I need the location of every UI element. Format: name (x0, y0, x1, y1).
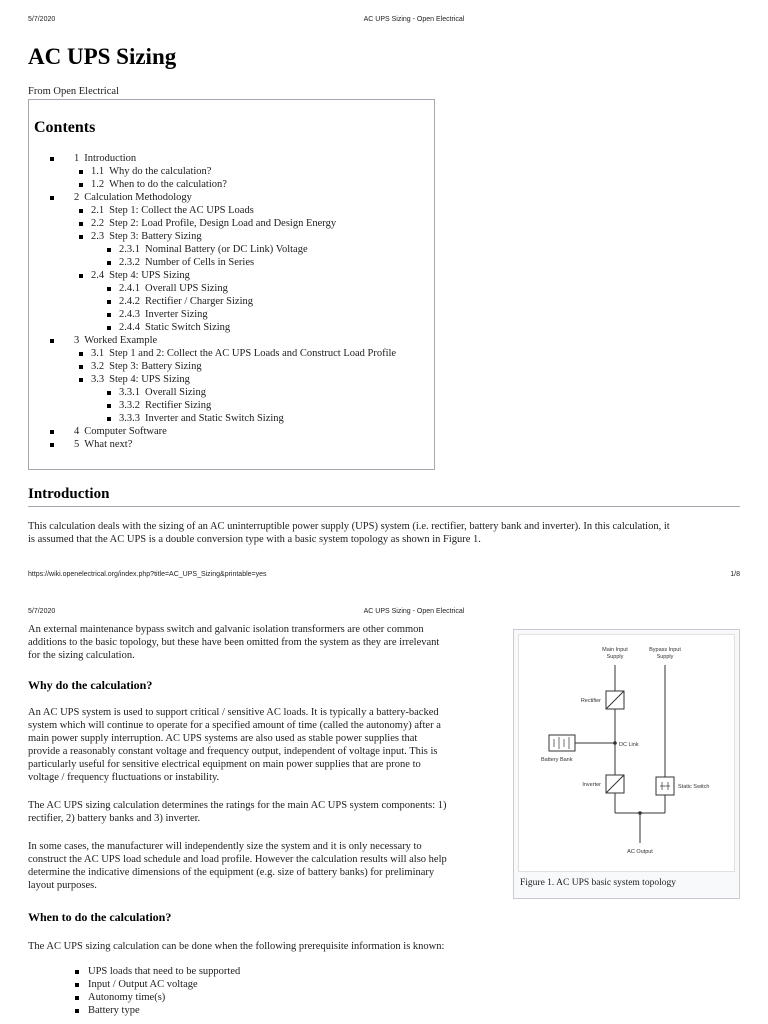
toc-item[interactable] (29, 412, 429, 425)
toc-item-label[interactable]: Step 4: UPS Sizing (109, 270, 190, 281)
toc-item-number: 3.3.2 (119, 400, 140, 411)
section-heading-introduction: Introduction (28, 486, 110, 502)
section-heading-when: When to do the calculation? (28, 910, 172, 924)
toc-item[interactable] (29, 321, 429, 334)
toc-item-label[interactable]: Computer Software (84, 426, 167, 437)
site-subtitle: From Open Electrical (28, 86, 119, 97)
page-footer (0, 571, 768, 583)
toc-item[interactable] (29, 373, 429, 386)
toc-item[interactable] (29, 425, 429, 438)
toc-item[interactable] (29, 282, 429, 295)
toc-item-number: 2.4.2 (119, 296, 140, 307)
toc-item[interactable] (29, 204, 429, 217)
print-date: 5/7/2020 (28, 16, 56, 23)
label-bypass-input: Bypass Input (649, 647, 681, 653)
toc-item-label[interactable]: Introduction (84, 153, 137, 164)
toc-item-label[interactable]: Overall Sizing (145, 387, 206, 398)
figure-image[interactable] (518, 634, 735, 872)
toc-item-number: 3.2 (91, 361, 105, 372)
table-of-contents (28, 99, 435, 470)
toc-item-label[interactable]: Rectifier Sizing (145, 400, 212, 411)
toc-item-label[interactable]: Inverter Sizing (145, 309, 208, 320)
list-item: Battery type (74, 1004, 240, 1017)
toc-item[interactable] (29, 230, 429, 243)
toc-list (29, 152, 429, 451)
toc-item[interactable] (29, 347, 429, 360)
toc-item-label[interactable]: Step 4: UPS Sizing (109, 374, 190, 385)
toc-item[interactable] (29, 438, 429, 451)
label-main-input: Main Input (602, 647, 628, 653)
toc-item-number: 4 (74, 426, 80, 437)
toc-item-number: 2.2 (91, 218, 105, 229)
list-item: Autonomy time(s) (74, 991, 240, 1004)
toc-item-number: 2.3.2 (119, 257, 140, 268)
label-battery-bank: Battery Bank (541, 757, 573, 763)
list-item: UPS loads that need to be supported (74, 965, 240, 978)
page-header (0, 16, 768, 28)
toc-item[interactable] (29, 399, 429, 412)
toc-item-label[interactable]: Inverter and Static Switch Sizing (145, 413, 284, 424)
toc-item[interactable] (29, 334, 429, 347)
toc-item-number: 2.4 (91, 270, 105, 281)
why-paragraph-line: An AC UPS system is used to support critical / sensitive AC loads. It is typically a battery-backed (28, 707, 439, 718)
toc-item[interactable] (29, 256, 429, 269)
toc-item[interactable] (29, 178, 429, 191)
toc-item-label[interactable]: Step 3: Battery Sizing (109, 231, 202, 242)
toc-item-number: 2.3 (91, 231, 105, 242)
print-date: 5/7/2020 (28, 608, 56, 615)
toc-item-label[interactable]: Number of Cells in Series (145, 257, 255, 268)
page-header (0, 608, 768, 620)
toc-item-number: 1.1 (91, 166, 105, 177)
toc-item-number: 3.3 (91, 374, 105, 385)
why-paragraph-2-line: rectifier, 2) battery banks and 3) inverter. (28, 813, 201, 824)
print-page-2 (0, 600, 768, 1024)
intro-paragraph-line-1: This calculation deals with the sizing of an AC uninterruptible power supply (UPS) system (i.e. rectifier, battery bank and inverter). In this calculation, it (28, 521, 670, 532)
label-bypass-input-supply: Supply (656, 654, 674, 660)
toc-item-number: 3.3.1 (119, 387, 140, 398)
toc-item-number: 2.3.1 (119, 244, 140, 255)
toc-item-label[interactable]: Nominal Battery (or DC Link) Voltage (145, 244, 308, 255)
toc-item[interactable] (29, 217, 429, 230)
ups-topology-diagram (519, 635, 734, 871)
toc-item-number: 2.4.3 (119, 309, 140, 320)
toc-item-number: 3.3.3 (119, 413, 140, 424)
label-ac-output: AC Output (627, 849, 653, 855)
toc-item-label[interactable]: Step 1 and 2: Collect the AC UPS Loads and Construct Load Profile (109, 348, 397, 359)
toc-item-label[interactable]: Calculation Methodology (84, 192, 192, 203)
why-paragraph-3-line: layout purposes. (28, 880, 97, 891)
section-heading-why: Why do the calculation? (28, 678, 153, 692)
intro-paragraph-2-line-2: additions to the basic topology, but these have been omitted from the system as they are irrelevant (28, 637, 440, 648)
toc-item[interactable] (29, 191, 429, 204)
page-title: AC UPS Sizing (28, 44, 177, 69)
toc-item-label[interactable]: Step 3: Battery Sizing (109, 361, 202, 372)
label-dc-link: DC Link (619, 742, 639, 748)
intro-paragraph-2-line-1: An external maintenance bypass switch and galvanic isolation transformers are other common (28, 624, 424, 635)
print-url: https://wiki.openelectrical.org/index.php?title=AC_UPS_Sizing&printable=yes (28, 571, 267, 578)
label-rectifier: Rectifier (580, 698, 601, 704)
why-paragraph-line: voltage / frequency fluctuations or instability. (28, 772, 220, 783)
why-paragraph-3-line: construct the AC UPS load schedule and load profile. However the calculation results will also help (28, 854, 447, 865)
toc-item-number: 2.4.4 (119, 322, 140, 333)
toc-item-number: 1 (74, 153, 80, 164)
toc-item[interactable] (29, 295, 429, 308)
why-paragraph-line: provide a reasonably constant voltage and frequency output, independent of voltage input. This is (28, 746, 438, 757)
toc-item[interactable] (29, 360, 429, 373)
toc-item[interactable] (29, 269, 429, 282)
why-paragraph-line: particularly useful for sensitive electrical equipment on main power supplies that are prone to (28, 759, 421, 770)
when-paragraph: The AC UPS sizing calculation can be done when the following prerequisite information is known: (28, 941, 445, 952)
toc-item-number: 5 (74, 439, 80, 450)
toc-item-number: 2.1 (91, 205, 105, 216)
toc-item-label[interactable]: Worked Example (84, 335, 158, 346)
figure-caption: Figure 1. AC UPS basic system topology (520, 878, 676, 888)
label-main-input-supply: Supply (606, 654, 624, 660)
toc-item-label[interactable]: Static Switch Sizing (145, 322, 231, 333)
prerequisite-list (74, 965, 240, 1017)
toc-heading: Contents (34, 119, 96, 136)
toc-item[interactable] (29, 308, 429, 321)
toc-item-label[interactable]: When to do the calculation? (109, 179, 227, 190)
section-divider (28, 506, 740, 507)
label-inverter: Inverter (582, 782, 601, 788)
why-paragraph-3-line: determine the indicative dimensions of the equipment (e.g. size of battery banks) for preliminary (28, 867, 435, 878)
toc-item-label[interactable]: Step 1: Collect the AC UPS Loads (109, 205, 254, 216)
intro-paragraph-line-2: is assumed that the AC UPS is a double conversion type with a basic system topology as shown in Figure 1. (28, 534, 481, 545)
toc-item-label[interactable]: Step 2: Load Profile, Design Load and Design Energy (109, 218, 337, 229)
why-paragraph-3-line: In some cases, the manufacturer will independently size the system and it is only necessary to (28, 841, 422, 852)
toc-item-number: 2.4.1 (119, 283, 140, 294)
print-doc-title: AC UPS Sizing - Open Electrical (363, 16, 465, 23)
intro-paragraph-2-line-3: for the sizing calculation. (28, 650, 135, 661)
print-doc-title: AC UPS Sizing - Open Electrical (363, 608, 465, 615)
toc-item[interactable] (29, 152, 429, 165)
list-item: Input / Output AC voltage (74, 978, 240, 991)
toc-item-label[interactable]: What next? (84, 439, 133, 450)
toc-item-label[interactable]: Rectifier / Charger Sizing (145, 296, 253, 307)
why-paragraph-line: main power supply interruption. AC UPS systems are also used as stable power supplies that (28, 733, 418, 744)
toc-item-number: 1.2 (91, 179, 105, 190)
label-static-switch: Static Switch (678, 784, 710, 790)
toc-item-number: 3 (74, 335, 80, 346)
why-paragraph-line: system which will continue to operate for a specified amount of time (called the autonomy) after a (28, 720, 441, 731)
toc-item[interactable] (29, 386, 429, 399)
figure-ups-topology (513, 629, 740, 899)
toc-item-number: 2 (74, 192, 80, 203)
toc-item-number: 3.1 (91, 348, 105, 359)
toc-item[interactable] (29, 243, 429, 256)
toc-item-label[interactable]: Overall UPS Sizing (145, 283, 228, 294)
toc-item-label[interactable]: Why do the calculation? (109, 166, 212, 177)
print-page-number: 1/8 (730, 571, 740, 578)
toc-item[interactable] (29, 165, 429, 178)
why-paragraph-2-line: The AC UPS sizing calculation determines the ratings for the main AC UPS system components: 1) (28, 800, 447, 811)
